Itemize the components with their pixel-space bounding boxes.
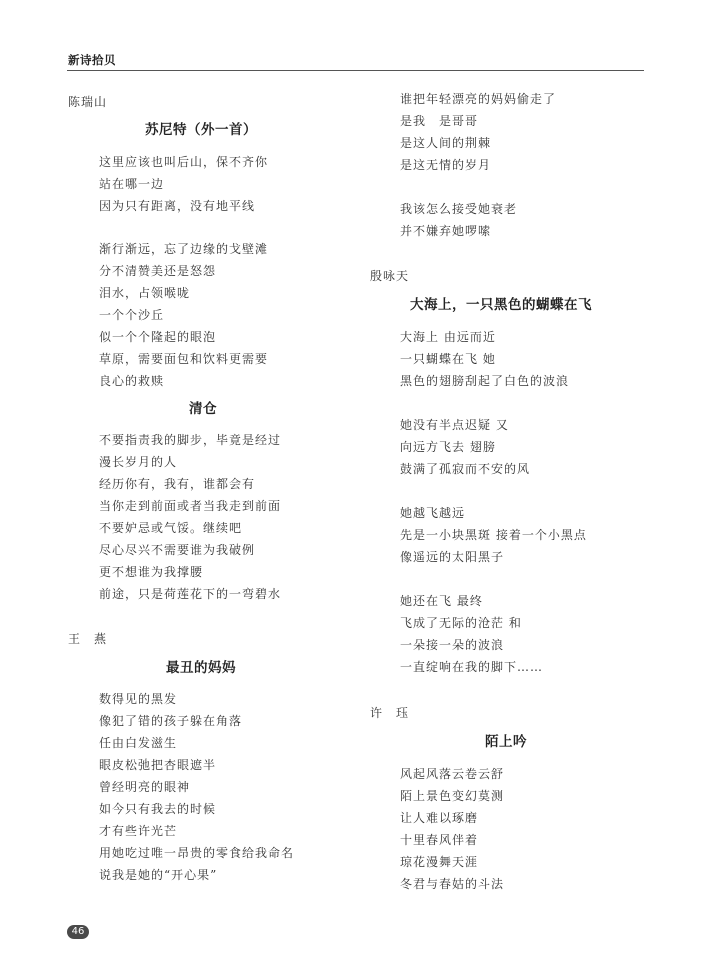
poem-line: 更不想谁为我撑腰 <box>99 565 204 579</box>
poem-line: 琼花漫舞天涯 <box>400 855 479 869</box>
author-name: 陈瑞山 <box>68 95 108 109</box>
poem-line: 渐行渐远，忘了边缘的戈壁滩 <box>99 242 269 256</box>
poem-line: 十里春风伴着 <box>400 833 479 847</box>
poem-line: 这里应该也叫后山，保不齐你 <box>99 155 269 169</box>
poem-line: 是我 是哥哥 <box>400 114 479 128</box>
poem-line: 不要指责我的脚步，毕竟是经过 <box>99 433 282 447</box>
poem-stanza <box>400 88 556 176</box>
poem-line: 我该怎么接受她衰老 <box>400 202 518 216</box>
poem-line: 谁把年轻漂亮的妈妈偷走了 <box>400 92 557 106</box>
poem-stanza <box>99 688 294 886</box>
poem-title: 陌上吟 <box>485 734 527 750</box>
poem-stanza <box>400 326 569 392</box>
poem-line: 说我是她的“开心果” <box>99 868 218 882</box>
poem-line: 冬君与春姑的斗法 <box>400 877 505 891</box>
poem-line: 任由白发滋生 <box>99 736 178 750</box>
poem-line: 大海上 由远而近 <box>400 330 496 344</box>
poem-line: 陌上景色变幻莫测 <box>400 789 505 803</box>
poem-line: 让人难以琢磨 <box>400 811 479 825</box>
poem-line: 一只蝴蝶在飞 她 <box>400 352 496 366</box>
poem-line: 泪水，占领喉咙 <box>99 286 191 300</box>
poem-line: 一个个沙丘 <box>99 308 165 322</box>
page-number: 46 <box>67 925 89 939</box>
poem-line: 一朵接一朵的波浪 <box>400 638 505 652</box>
poem-title: 清仓 <box>189 401 217 417</box>
poem-line: 并不嫌弃她啰嗦 <box>400 224 492 238</box>
poem-line: 像遥远的太阳黑子 <box>400 550 505 564</box>
poem-line: 一直绽响在我的脚下…… <box>400 660 544 674</box>
author-name: 王 燕 <box>68 632 108 646</box>
poem-line: 分不清赞美还是怒怨 <box>99 264 217 278</box>
header-divider <box>67 70 644 71</box>
poem-title: 大海上，一只黑色的蝴蝶在飞 <box>410 297 592 313</box>
poem-line: 她没有半点迟疑 又 <box>400 418 509 432</box>
section-title: 新诗拾贝 <box>68 53 116 67</box>
poem-line: 是这人间的荆棘 <box>400 136 492 150</box>
poem-line: 飞成了无际的沧茫 和 <box>400 616 522 630</box>
poem-line: 眼皮松弛把杏眼遮半 <box>99 758 217 772</box>
poem-title: 最丑的妈妈 <box>166 660 236 676</box>
poem-line: 不要妒忌或气馁。继续吧 <box>99 521 243 535</box>
author-name: 殷咏天 <box>370 269 410 283</box>
author-name: 许 珏 <box>370 706 410 720</box>
poem-line: 当你走到前面或者当我走到前面 <box>99 499 282 513</box>
poem-line: 漫长岁月的人 <box>99 455 178 469</box>
poem-line: 尽心尽兴不需要谁为我破例 <box>99 543 256 557</box>
poem-line: 她还在飞 最终 <box>400 594 483 608</box>
poem-line: 如今只有我去的时候 <box>99 802 217 816</box>
poem-line: 前途，只是荷莲花下的一弯碧水 <box>99 587 282 601</box>
poem-line: 先是一小块黑斑 接着一个小黑点 <box>400 528 587 542</box>
poem-line: 向远方飞去 翅膀 <box>400 440 496 454</box>
poem-line: 似一个个隆起的眼泡 <box>99 330 217 344</box>
poem-stanza <box>99 429 281 605</box>
poem-line: 像犯了错的孩子躲在角落 <box>99 714 243 728</box>
poem-stanza <box>400 763 504 895</box>
poem-line: 鼓满了孤寂而不安的风 <box>400 462 531 476</box>
poem-line: 因为只有距离，没有地平线 <box>99 199 256 213</box>
poem-line: 站在哪一边 <box>99 177 165 191</box>
poem-line: 良心的救赎 <box>99 374 165 388</box>
poem-line: 数得见的黑发 <box>99 692 178 706</box>
poem-line: 经历你有，我有，谁都会有 <box>99 477 256 491</box>
poem-line: 风起风落云卷云舒 <box>400 767 505 781</box>
poem-line: 才有些许光芒 <box>99 824 178 838</box>
poem-stanza <box>400 590 543 678</box>
poem-stanza <box>400 198 517 242</box>
poem-line: 她越飞越远 <box>400 506 466 520</box>
poem-stanza <box>99 238 268 392</box>
poem-line: 是这无情的岁月 <box>400 158 492 172</box>
poem-stanza <box>400 502 587 568</box>
poem-line: 用她吃过唯一昂贵的零食给我命名 <box>99 846 295 860</box>
poem-line: 黑色的翅膀刮起了白色的波浪 <box>400 374 570 388</box>
poem-stanza <box>99 151 268 217</box>
poem-title: 苏尼特（外一首） <box>145 122 257 138</box>
poem-stanza <box>400 414 530 480</box>
poem-line: 草原，需要面包和饮料更需要 <box>99 352 269 366</box>
poem-line: 曾经明亮的眼神 <box>99 780 191 794</box>
